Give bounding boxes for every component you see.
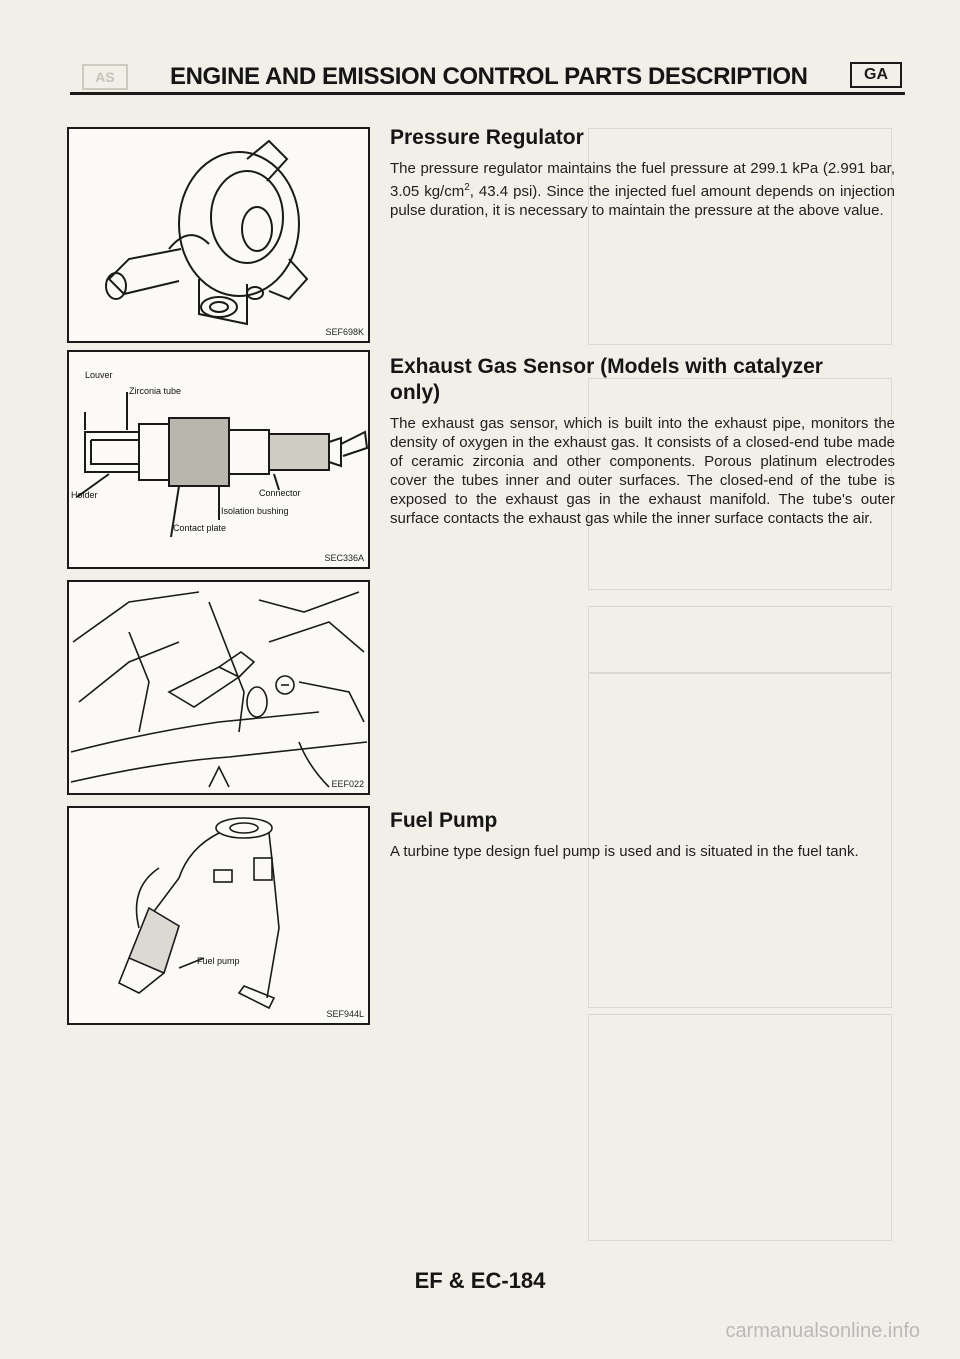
figure-code: SEF698K [325,327,364,337]
figure-exhaust-gas-sensor [67,350,370,569]
section-title: Exhaust Gas Sensor (Models with catalyzer only) [390,355,823,404]
figure-pressure-regulator [67,127,370,343]
bleed-through-frame [588,606,892,1008]
callout-connector: Connector [259,488,301,498]
section-body: The exhaust gas sensor, which is built into the exhaust pipe, monitors the density of oxygen in the exhaust gas. It consists of a closed-end tube made of ceramic zirconia and other components. Porous platinum electrodes cover the tubes inner and outer surfaces. The closed-end of the tube is exposed to the exhaust gas in the exhaust manifold. The tube's outer surface contacts the exhaust gas while the inner surface contacts the air. [390,415,895,527]
callout-fuel-pump: Fuel pump [197,956,240,966]
figure-code: SEC336A [324,553,364,563]
section-badge: GA [850,62,902,88]
section-fuel-pump [390,808,895,861]
figure-code: SEF944L [326,1009,364,1019]
callout-zirconia-tube: Zirconia tube [129,386,182,396]
exhaust-gas-sensor-illustration [69,352,368,567]
bleed-through-frame [588,672,892,674]
figure-fuel-pump [67,806,370,1025]
section-title: Pressure Regulator [390,126,584,149]
page-number: EF & EC-184 [414,1268,546,1293]
callout-isolation-bushing: Isolation bushing [221,506,289,516]
page-title: ENGINE AND EMISSION CONTROL PARTS DESCRIPTION [170,63,808,90]
section-badge-faded: AS [82,64,128,90]
callout-contact-plate: Contact plate [173,523,227,533]
page-header [70,62,905,95]
figure-sensor-location [67,580,370,795]
sensor-location-illustration [69,582,368,793]
superscript-2: 2 [464,182,470,193]
figure-code: EEF022 [331,779,364,789]
bleed-through-frame [588,1014,892,1241]
section-exhaust-gas-sensor [390,354,895,528]
pressure-regulator-illustration [69,129,368,341]
section-body: The pressure regulator maintains the fuel pressure at 299.1 kPa (2.991 bar, 3.05 $kg/cm^2$, 43.4 psi). Since the injected fuel amount depends on injection pulse duration, it is necessary to maintain the pressure at the above value. [390,160,895,219]
callout-louver: Louver [85,370,113,380]
fuel-pump-illustration [69,808,368,1023]
section-pressure-regulator [390,125,895,220]
section-title: Fuel Pump [390,809,498,832]
section-body: A turbine type design fuel pump is used and is situated in the fuel tank. [390,843,859,860]
watermark: carmanualsonline.info [725,1320,920,1342]
callout-holder: Holder [71,490,98,500]
